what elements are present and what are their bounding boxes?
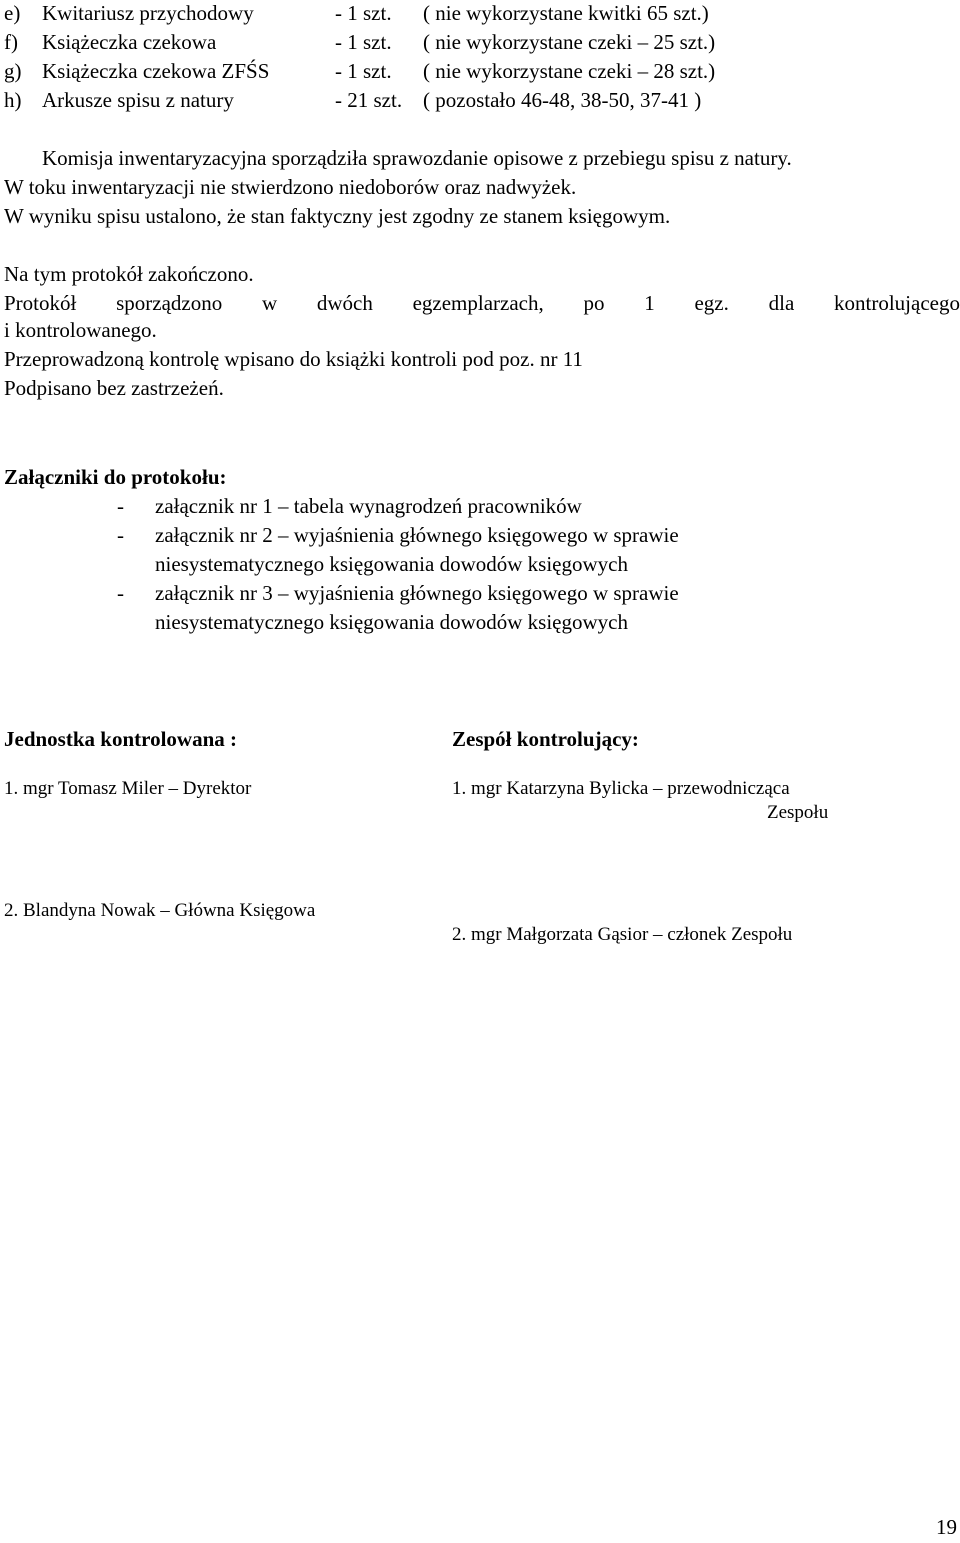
closing-word: Protokół (4, 291, 77, 315)
item-letter: f) (4, 30, 18, 54)
attachment-line: załącznik nr 3 – wyjaśnienia głównego księgowego w sprawie (155, 581, 679, 605)
closing-word: dla (768, 291, 795, 315)
signatory: 1. mgr Tomasz Miler – Dyrektor (4, 778, 252, 799)
summary-line: W wyniku spisu ustalono, że stan faktyczny jest zgodny ze stanem księgowym. (4, 204, 671, 228)
item-name: Kwitariusz przychodowy (42, 1, 254, 25)
item-note: ( nie wykorzystane czeki – 25 szt.) (423, 30, 716, 54)
item-letter: e) (4, 1, 21, 25)
attachment-line: załącznik nr 1 – tabela wynagrodzeń pracowników (155, 494, 582, 518)
summary-line: W toku inwentaryzacji nie stwierdzono niedoborów oraz nadwyżek. (4, 175, 577, 199)
closing-line: i kontrolowanego. (4, 318, 157, 342)
item-name: Książeczka czekowa (42, 30, 217, 54)
item-letter: g) (4, 59, 22, 83)
item-name: Książeczka czekowa ZFŚS (42, 59, 270, 83)
closing-word: egzemplarzach, (412, 291, 544, 315)
item-letter: h) (4, 88, 22, 112)
item-note: ( nie wykorzystane czeki – 28 szt.) (423, 59, 716, 83)
closing-word: kontrolującego (834, 291, 960, 315)
attachment-dash: - (117, 494, 124, 518)
inspection-team-heading: Zespół kontrolujący: (452, 727, 639, 751)
attachment-dash: - (117, 523, 124, 547)
item-quantity: - 21 szt. (335, 88, 403, 112)
signatory: 2. mgr Małgorzata Gąsior – członek Zespołu (452, 924, 793, 945)
closing-justified-line (4, 290, 960, 316)
signatory: 2. Blandyna Nowak – Główna Księgowa (4, 900, 316, 921)
closing-word: po (583, 291, 605, 315)
closing-word: egz. (694, 291, 729, 315)
item-note: ( pozostało 46-48, 38-50, 37-41 ) (423, 88, 702, 112)
attachment-line: niesystematycznego księgowania dowodów księgowych (155, 552, 628, 576)
closing-line: Przeprowadzoną kontrolę wpisano do książki kontroli pod poz. nr 11 (4, 347, 583, 371)
signatory-cont: Zespołu (767, 802, 829, 823)
item-quantity: - 1 szt. (335, 1, 392, 25)
attachment-line: załącznik nr 2 – wyjaśnienia głównego księgowego w sprawie (155, 523, 679, 547)
closing-word: 1 (644, 291, 655, 315)
closing-word: sporządzono (116, 291, 223, 315)
closing-word: dwóch (316, 291, 373, 315)
item-note: ( nie wykorzystane kwitki 65 szt.) (423, 1, 709, 25)
page-number: 19 (936, 1515, 957, 1539)
summary-line: Komisja inwentaryzacyjna sporządziła sprawozdanie opisowe z przebiegu spisu z natury. (42, 146, 792, 170)
attachment-dash: - (117, 581, 124, 605)
item-quantity: - 1 szt. (335, 59, 392, 83)
item-quantity: - 1 szt. (335, 30, 392, 54)
item-name: Arkusze spisu z natury (42, 88, 234, 112)
closing-line: Podpisano bez zastrzeżeń. (4, 376, 224, 400)
inspected-unit-heading: Jednostka kontrolowana : (4, 727, 237, 751)
attachments-title: Załączniki do protokołu: (4, 465, 227, 489)
attachment-line: niesystematycznego księgowania dowodów księgowych (155, 610, 628, 634)
closing-line: Na tym protokół zakończono. (4, 262, 254, 286)
closing-word: w (261, 291, 278, 315)
signatory: 1. mgr Katarzyna Bylicka – przewodnicząca (452, 778, 790, 799)
